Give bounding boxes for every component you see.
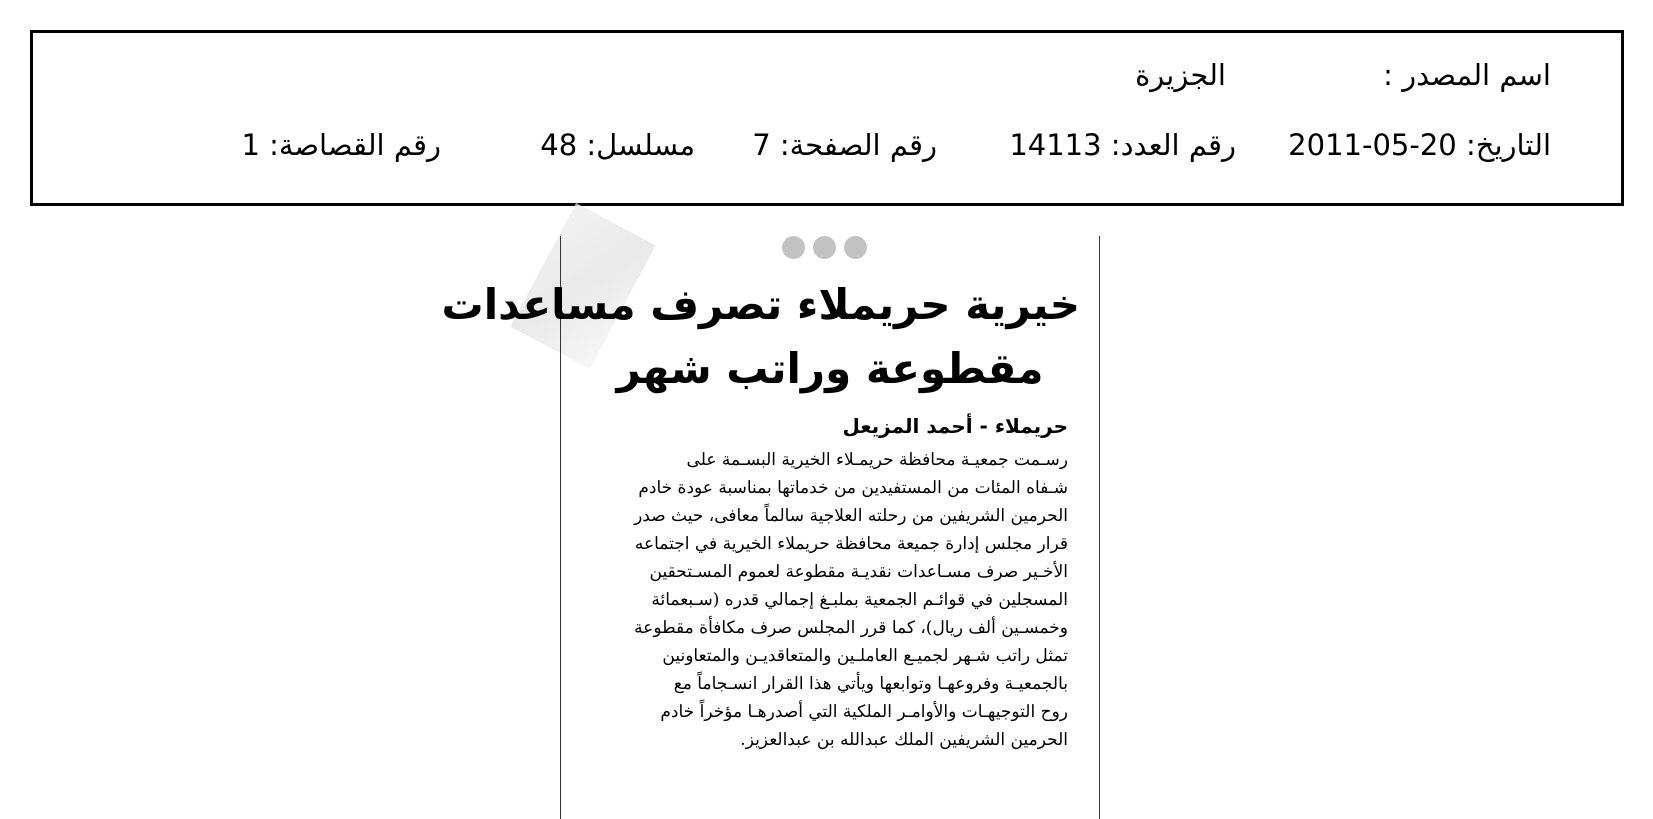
dot: [782, 236, 805, 259]
body-line: الأخـير صرف مسـاعدات نقديـة مقطوعة لعموم المسـتحقين: [649, 562, 1068, 582]
body-line: المسجلين في قوائـم الجمعية بملبـغ إجمالي قدره (سـبعمائة: [651, 590, 1068, 610]
newspaper-clipping: [441, 236, 1100, 819]
body-line: رسـمت جمعيـة محافظة حريمـلاء الخيرية البسـمة على: [686, 450, 1068, 470]
body-line: قرار مجلس إدارة جميعة محافظة حريملاء الخيرية في اجتماعه: [634, 534, 1068, 554]
column-rule-right: [1099, 236, 1100, 819]
decorative-dots: [782, 236, 867, 259]
page-number-field: رقم الصفحة: 7: [752, 128, 937, 162]
date-field: التاريخ: 20-05-2011: [1288, 128, 1551, 162]
body-line: روح التوجيهـات والأوامـر الملكية التي أصدرهـا مؤخراً خادم: [660, 702, 1068, 722]
body-line: الحرمين الشريفين من رحلته العلاجية سالماً معافى، حيث صدر: [634, 506, 1068, 526]
headline-line-2: مقطوعة وراتب شهر: [616, 344, 1044, 393]
body-line: وخمسـين ألف ريال)، كما قرر المجلس صرف مكافأة مقطوعة: [634, 618, 1068, 638]
clip-number-field: رقم القصاصة: 1: [241, 128, 441, 162]
metadata-box: [30, 30, 1624, 206]
dot: [844, 236, 867, 259]
headline-line-1: خيرية حريملاء تصرف مساعدات: [441, 280, 1080, 329]
body-line: بالجمعيـة وفروعهـا وتوابعها ويأتي هذا القرار انسـجاماً مع: [673, 674, 1068, 694]
body-line: شـفاه المئات من المستفيدين من خدماتها بمناسبة عودة خادم: [638, 478, 1068, 498]
source-label: اسم المصدر :: [1383, 58, 1551, 92]
article-byline: حريملاء - أحمد المزيعل: [842, 414, 1068, 438]
source-value: الجزيرة: [1135, 58, 1226, 92]
dot: [813, 236, 836, 259]
issue-number-field: رقم العدد: 14113: [1009, 128, 1236, 162]
body-line: الحرمين الشريفين الملك عبدالله بن عبدالعزيز.: [740, 730, 1068, 750]
body-line: تمثل راتب شـهر لجميـع العاملـين والمتعاقديـن والمتعاونين: [662, 646, 1068, 666]
serial-field: مسلسل: 48: [540, 128, 695, 162]
